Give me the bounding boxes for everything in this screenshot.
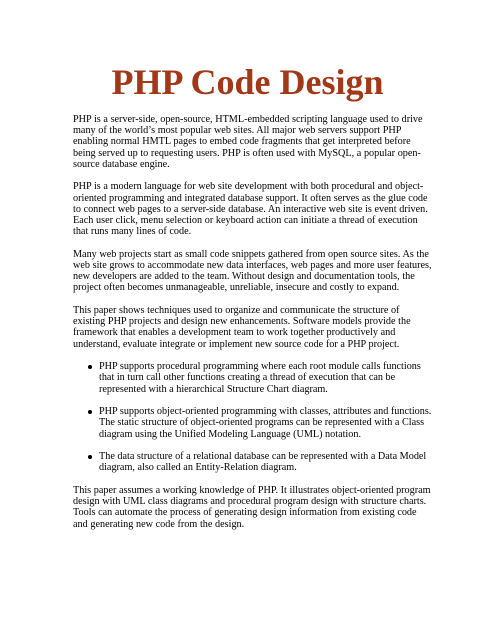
bullet-item-data-model bbox=[73, 451, 433, 473]
intro-paragraph-2: PHP is a modern language for web site development with both procedural and object-oriented programming and integrated database support. It often serves as the glue code to connect web pages to a server-side database. An interactive web site is event driven. Each user click, menu selection or keyboard action can initiate a thread of execution that runs many lines of code. bbox=[73, 181, 428, 238]
intro-paragraph-1: PHP is a server-side, open-source, HTML-embedded scripting language used to drive many of the world’s most popular web sites. All major web servers support PHP enabling normal HMTL pages to embed code fragments that get interpreted before being served up to requesting users. PHP is often used with MySQL, a popular open-source database engine. bbox=[73, 114, 423, 170]
bullet-text: PHP supports procedural programming where each root module calls functions that in turn call other functions creating a thread of execution that can be represented with a hierarchical Structure Chart diagram. bbox=[99, 361, 421, 395]
bullet-icon bbox=[88, 455, 92, 459]
document-title: PHP Code Design bbox=[111, 62, 384, 102]
closing-paragraph: This paper assumes a working knowledge of PHP. It illustrates object-oriented program design with UML class diagrams and procedural program design with structure charts. Tools can automate the process of generating design information from existing code and generating new code from the design. bbox=[73, 485, 431, 530]
intro-paragraph-3: Many web projects start as small code snippets gathered from open source sites. As the web site grows to accommodate new data interfaces, web pages and more user features, new developers are added to the team. Without design and documentation tools, the project often becomes unmanageable, unreliable, insecure and costly to expand. bbox=[73, 248, 432, 294]
bullet-icon bbox=[88, 410, 92, 414]
document-body bbox=[73, 114, 433, 541]
bullet-text: The data structure of a relational database can be represented with a Data Model diagram, also called an Entity-Relation diagram. bbox=[99, 451, 427, 474]
intro-paragraph-4: This paper shows techniques used to organize and communicate the structure of existing PHP projects and design new enhancements. Software models provide the framework that enables a development team to work together productively and understand, evaluate integrate or implement new source code for a PHP project. bbox=[73, 305, 411, 350]
bullet-item-object-oriented bbox=[73, 406, 433, 440]
bullet-item-procedural bbox=[73, 361, 433, 395]
bullet-text: PHP supports object-oriented programming with classes, attributes and functions. The static structure of object-oriented programs can be represented with a Class diagram using the Unified Modeling Language (UML) notation. bbox=[99, 406, 432, 440]
bullet-list bbox=[73, 361, 433, 473]
bullet-icon bbox=[88, 365, 92, 369]
